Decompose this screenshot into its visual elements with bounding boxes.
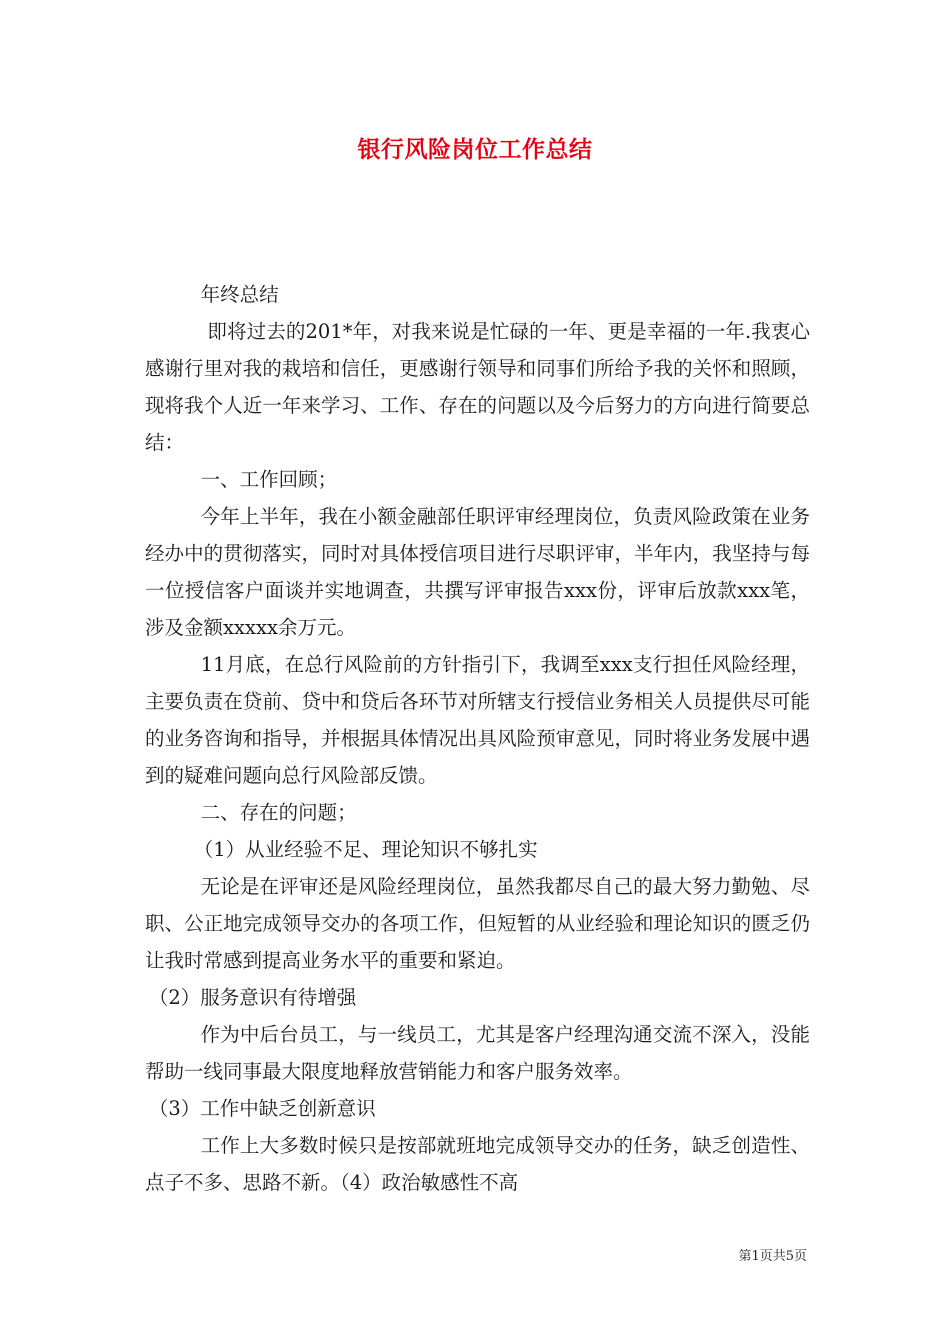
paragraph-12: 工作上大多数时候只是按部就班地完成领导交办的任务，缺乏创造性、点子不多、思路不新。（4）政治敏感性不高 bbox=[145, 1134, 810, 1194]
paragraph-4: 今年上半年，我在小额金融部任职评审经理岗位，负责风险政策在业务经办中的贯彻落实，同时对具体授信项目进行尽职评审，半年内，我坚持与每一位授信客户面谈并实地调查，共撰写评审报告xxx份，评审后放款xxx笔，涉及金额xxxxx余万元。 bbox=[145, 505, 810, 639]
page-number-footer: 第1页共5页 bbox=[738, 1249, 807, 1264]
paragraph-1: 年终总结 bbox=[200, 283, 279, 306]
document-body bbox=[145, 276, 810, 1201]
paragraph-2: 即将过去的201*年，对我来说是忙碌的一年、更是幸福的一年.我衷心感谢行里对我的栽培和信任，更感谢行领导和同事们所给予我的关怀和照顾，现将我个人近一年来学习、工作、存在的问题以及今后努力的方向进行简要总结： bbox=[145, 320, 810, 454]
paragraph-9: （2）服务意识有待增强 bbox=[148, 986, 357, 1009]
paragraph-8: 无论是在评审还是风险经理岗位，虽然我都尽自己的最大努力勤勉、尽职、公正地完成领导交办的各项工作，但短暂的从业经验和理论知识的匮乏仍让我时常感到提高业务水平的重要和紧迫。 bbox=[145, 875, 810, 972]
paragraph-5: 11月底，在总行风险前的方针指引下，我调至xxx支行担任风险经理，主要负责在贷前、贷中和贷后各环节对所辖支行授信业务相关人员提供尽可能的业务咨询和指导，并根据具体情况出具风险预审意见，同时将业务发展中遇到的疑难问题向总行风险部反馈。 bbox=[145, 653, 810, 787]
paragraph-10: 作为中后台员工，与一线员工，尤其是客户经理沟通交流不深入，没能帮助一线同事最大限度地释放营销能力和客户服务效率。 bbox=[145, 1023, 810, 1083]
paragraph-7: （1）从业经验不足、理论知识不够扎实 bbox=[193, 838, 538, 861]
paragraph-11: （3）工作中缺乏创新意识 bbox=[148, 1097, 376, 1120]
document-title: 银行风险岗位工作总结 bbox=[357, 136, 593, 163]
paragraph-6: 二、存在的问题； bbox=[200, 801, 357, 824]
paragraph-3: 一、工作回顾； bbox=[200, 468, 338, 491]
